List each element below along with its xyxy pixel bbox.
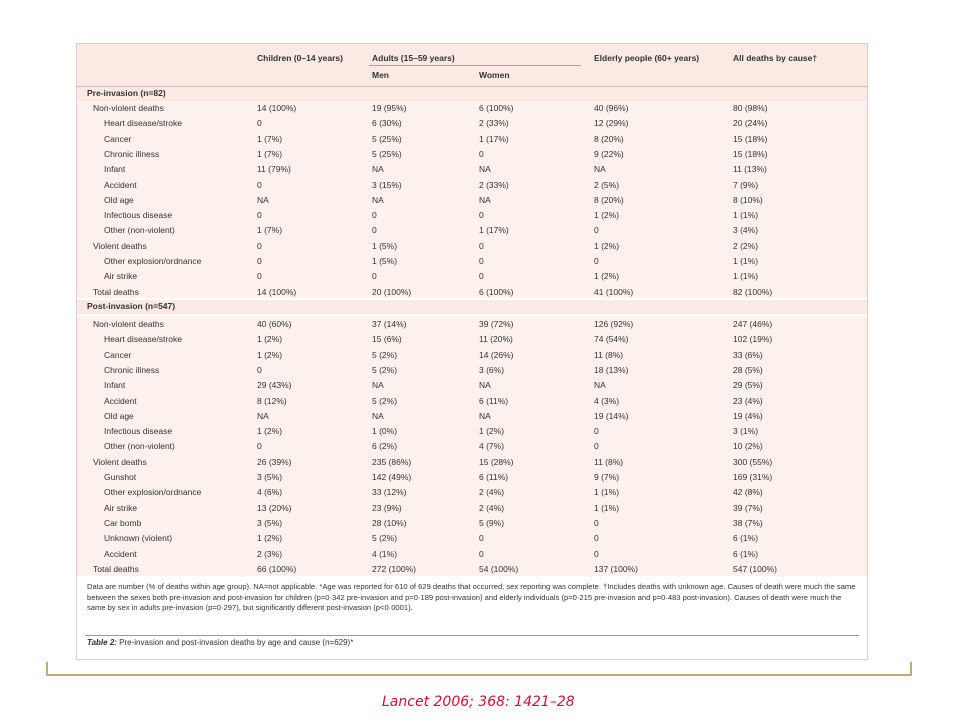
table-cell: 1 (7%): [257, 225, 283, 236]
caption-divider: [85, 635, 859, 636]
table-cell: 29 (5%): [733, 380, 763, 391]
table-cell: 6 (1%): [733, 548, 759, 559]
table-cell: 54 (100%): [479, 563, 519, 574]
row-label: Chronic illness: [104, 364, 160, 375]
table-cell: 11 (8%): [594, 456, 624, 467]
table-cell: 1 (17%): [479, 133, 509, 144]
table-cell: 26 (39%): [257, 456, 292, 467]
table-cell: 23 (4%): [733, 395, 763, 406]
table-cell: 28 (5%): [733, 364, 763, 375]
table-cell: 1 (1%): [594, 487, 620, 498]
row-label: Accident: [104, 548, 137, 559]
table-row: [77, 379, 867, 394]
row-label: Other explosion/ordnance: [104, 256, 202, 266]
row-label: Old age: [104, 194, 134, 205]
section-title: Post-invasion (n=547): [87, 301, 176, 311]
slide-bracket: [46, 662, 912, 676]
table-cell: 0: [479, 548, 484, 559]
row-label: Total deaths: [93, 563, 139, 574]
table-cell: 82 (100%): [733, 286, 773, 297]
header-elderly: Elderly people (60+ years): [594, 53, 700, 63]
table-cell: 5 (25%): [372, 148, 402, 159]
table-cell: 1 (2%): [479, 426, 505, 437]
table-cell: 2 (4%): [479, 502, 505, 513]
table-cell: 5 (9%): [479, 517, 505, 528]
table-cell: 0: [257, 179, 262, 190]
header-women: Women: [479, 70, 510, 80]
table-cell: 2 (2%): [733, 240, 759, 251]
table-cell: 0: [257, 240, 262, 251]
table-cell: 37 (14%): [372, 319, 407, 329]
row-label: Infectious disease: [104, 210, 173, 221]
table-row: [77, 148, 867, 163]
table-cell: 142 (49%): [372, 472, 412, 482]
table-cell: 14 (100%): [257, 286, 297, 297]
row-label: Total deaths: [93, 286, 139, 297]
table-cell: 3 (5%): [257, 517, 283, 528]
table-cell: NA: [257, 410, 269, 421]
row-label: Non-violent deaths: [93, 103, 164, 113]
table-cell: 0: [257, 441, 262, 452]
table-cell: 0: [257, 256, 262, 266]
table-cell: 14 (100%): [257, 103, 297, 113]
header-all: All deaths by cause†: [733, 53, 818, 63]
table-cell: 39 (72%): [479, 319, 514, 329]
table-cell: 2 (4%): [479, 487, 505, 498]
table-cell: 15 (28%): [479, 456, 514, 467]
row-label: Accident: [104, 179, 137, 190]
table-cell: 1 (2%): [594, 271, 620, 282]
table-cell: 247 (46%): [733, 319, 773, 329]
table-caption: [87, 638, 353, 647]
table-cell: 18 (13%): [594, 364, 629, 375]
row-label: Old age: [104, 410, 134, 421]
table-cell: 0: [372, 210, 377, 221]
table-row: [77, 133, 867, 148]
table-row: [77, 486, 867, 501]
table-cell: 0: [594, 256, 599, 266]
table-cell: 0: [479, 210, 484, 221]
table-cell: 0: [479, 256, 484, 266]
table-cell: 6 (1%): [733, 533, 759, 544]
table-row: [77, 209, 867, 224]
table-cell: 3 (5%): [257, 472, 283, 482]
table-cell: 33 (12%): [372, 487, 407, 498]
table-cell: NA: [372, 410, 384, 421]
row-label: Air strike: [104, 271, 138, 282]
table-cell: 2 (33%): [479, 179, 509, 190]
table-cell: 2 (33%): [479, 118, 509, 129]
table-row: [77, 194, 867, 209]
table-cell: 66 (100%): [257, 563, 297, 574]
table-cell: 1 (7%): [257, 133, 283, 144]
table-cell: 74 (54%): [594, 334, 629, 345]
table-cell: 5 (2%): [372, 395, 398, 406]
table-header: [77, 44, 867, 87]
table-cell: 0: [594, 225, 599, 236]
table-cell: 102 (19%): [733, 334, 773, 345]
table-cell: 1 (5%): [372, 256, 398, 266]
table-cell: 0: [372, 271, 377, 282]
table-cell: 6 (2%): [372, 441, 398, 452]
row-label: Car bomb: [104, 517, 142, 528]
table-cell: 1 (0%): [372, 426, 398, 437]
table-row: [77, 532, 867, 547]
row-label: Infectious disease: [104, 426, 173, 437]
row-label: Violent deaths: [93, 456, 147, 467]
table-row: [77, 440, 867, 455]
table-cell: 19 (14%): [594, 410, 629, 421]
table-cell: 15 (18%): [733, 148, 768, 159]
table-row: [77, 318, 867, 333]
header-men: Men: [372, 70, 389, 80]
table-cell: 0: [479, 240, 484, 251]
table-cell: 0: [257, 118, 262, 129]
table-cell: 6 (11%): [479, 395, 509, 406]
table-cell: 1 (1%): [733, 271, 759, 282]
table-cell: 11 (13%): [733, 164, 767, 175]
table-row: [77, 163, 867, 178]
table-cell: 7 (9%): [733, 179, 759, 190]
table-cell: 5 (25%): [372, 133, 402, 144]
table-cell: 272 (100%): [372, 563, 416, 574]
table-cell: NA: [257, 194, 269, 205]
table-cell: 3 (6%): [479, 364, 505, 375]
table-row: [77, 349, 867, 364]
table-cell: 126 (92%): [594, 319, 634, 329]
table-row: [77, 563, 867, 578]
table-cell: 23 (9%): [372, 502, 402, 513]
table-cell: 28 (10%): [372, 517, 407, 528]
table-cell: 11 (20%): [479, 334, 513, 345]
table-cell: 6 (100%): [479, 103, 514, 113]
table-row: [77, 456, 867, 471]
table-cell: 10 (2%): [733, 441, 763, 452]
table-cell: 19 (4%): [733, 410, 763, 421]
table-cell: 2 (5%): [594, 179, 620, 190]
table-cell: 3 (1%): [733, 426, 759, 437]
table-row: [77, 240, 867, 255]
table-cell: NA: [594, 380, 606, 391]
table-cell: 14 (26%): [479, 349, 514, 360]
table-cell: 0: [479, 533, 484, 544]
table-cell: 4 (1%): [372, 548, 398, 559]
table-row: [77, 548, 867, 563]
table-cell: 4 (6%): [257, 487, 283, 498]
table-cell: 0: [479, 148, 484, 159]
table-row: [77, 255, 867, 270]
table-cell: 11 (79%): [257, 164, 291, 175]
table-cell: 80 (98%): [733, 103, 768, 113]
row-label: Heart disease/stroke: [104, 118, 182, 129]
table-cell: 0: [257, 210, 262, 221]
table-cell: 0: [257, 271, 262, 282]
section-pre-invasion: [77, 87, 867, 101]
table-cell: 9 (7%): [594, 472, 620, 482]
table-row: [77, 102, 867, 117]
table-cell: 40 (96%): [594, 103, 629, 113]
table-cell: 6 (100%): [479, 286, 514, 297]
table-cell: 6 (11%): [479, 472, 509, 482]
table-cell: 13 (20%): [257, 502, 292, 513]
row-label: Gunshot: [104, 472, 137, 482]
row-label: Other (non-violent): [104, 225, 175, 236]
table-cell: 3 (15%): [372, 179, 402, 190]
table-cell: 0: [257, 364, 262, 375]
table-cell: 1 (7%): [257, 148, 283, 159]
table-cell: 169 (31%): [733, 472, 773, 482]
table-cell: 137 (100%): [594, 563, 638, 574]
table-cell: 20 (100%): [372, 286, 412, 297]
table-cell: 0: [594, 533, 599, 544]
row-label: Air strike: [104, 502, 138, 513]
adults-divider: [369, 65, 581, 66]
table-row: [77, 425, 867, 440]
table-cell: 2 (3%): [257, 548, 283, 559]
caption-label: Table 2:: [87, 638, 117, 647]
table-cell: 1 (2%): [594, 240, 620, 251]
table-cell: 1 (2%): [257, 334, 283, 345]
table-cell: 1 (1%): [733, 210, 759, 221]
table-cell: 1 (1%): [733, 256, 759, 266]
table-cell: 15 (6%): [372, 334, 402, 345]
row-label: Non-violent deaths: [93, 319, 164, 329]
table-cell: 8 (20%): [594, 133, 624, 144]
table-cell: 0: [594, 426, 599, 437]
table-cell: 1 (2%): [257, 533, 283, 544]
table-row: [77, 502, 867, 517]
table-row: [77, 364, 867, 379]
table-cell: 8 (20%): [594, 194, 624, 205]
row-label: Other (non-violent): [104, 441, 175, 452]
table-cell: 42 (8%): [733, 487, 763, 498]
table-cell: 0: [479, 271, 484, 282]
row-label: Unknown (violent): [104, 533, 173, 544]
table-cell: 8 (12%): [257, 395, 287, 406]
table-cell: 40 (60%): [257, 319, 292, 329]
table-cell: 6 (30%): [372, 118, 402, 129]
table-row: [77, 224, 867, 239]
data-table: [76, 43, 868, 660]
table-cell: 33 (6%): [733, 349, 763, 360]
table-cell: 1 (2%): [257, 426, 283, 437]
table-cell: 1 (2%): [257, 349, 283, 360]
caption-text: Pre-invasion and post-invasion deaths by age and cause (n=629)*: [116, 638, 354, 647]
table-cell: 41 (100%): [594, 286, 634, 297]
table-cell: 5 (2%): [372, 349, 398, 360]
header-children: Children (0–14 years): [257, 53, 343, 63]
row-label: Infant: [104, 164, 126, 175]
table-row: [77, 286, 867, 301]
table-cell: 20 (24%): [733, 118, 768, 129]
table-cell: 12 (29%): [594, 118, 629, 129]
table-cell: 1 (5%): [372, 240, 398, 251]
row-label: Other explosion/ordnance: [104, 487, 202, 498]
table-cell: 235 (86%): [372, 456, 412, 467]
section-post-invasion: [77, 300, 867, 314]
table-cell: 15 (18%): [733, 133, 768, 144]
table-row: [77, 517, 867, 532]
table-cell: 0: [594, 441, 599, 452]
table-row: [77, 333, 867, 348]
table-cell: NA: [479, 410, 491, 421]
table-cell: 0: [594, 517, 599, 528]
table-cell: NA: [372, 164, 384, 175]
table-cell: 0: [594, 548, 599, 559]
table-cell: 0: [372, 225, 377, 236]
table-row: [77, 270, 867, 285]
table-cell: 1 (1%): [594, 502, 620, 513]
table-cell: 11 (8%): [594, 349, 624, 360]
table-cell: NA: [372, 380, 384, 391]
table-cell: NA: [479, 380, 491, 391]
table-cell: 5 (2%): [372, 533, 398, 544]
table-cell: 547 (100%): [733, 563, 777, 574]
table-cell: 39 (7%): [733, 502, 763, 513]
table-cell: 1 (17%): [479, 225, 509, 236]
table-cell: 8 (10%): [733, 194, 763, 205]
row-label: Cancer: [104, 133, 132, 144]
table-cell: 29 (43%): [257, 380, 292, 391]
table-cell: NA: [479, 164, 491, 175]
table-cell: NA: [372, 194, 384, 205]
header-adults: Adults (15–59 years): [372, 53, 455, 63]
row-label: Infant: [104, 380, 126, 391]
table-cell: 1 (2%): [594, 210, 620, 221]
row-label: Violent deaths: [93, 240, 147, 251]
table-row: [77, 117, 867, 132]
table-cell: 3 (4%): [733, 225, 759, 236]
table-cell: NA: [594, 164, 606, 175]
table-footnote: Data are number (% of deaths within age group). NA=not applicable. *Age was reported for 610 of 629 deaths that occurred; sex reporting was complete. †Includes deaths with unknown age. Causes of death were much the same between the sexes both pre-invasion and post-invasion for children (p=0·342 pre-invasion and p=0·189 post-invasion) and elderly individuals (p=0·215 pre-invasion and p=0·483 post-invasion). Causes of death were much the same by sex in adults pre-invasion (p=0·297), but significantly different post-invasion (p<0·0001).: [87, 582, 856, 612]
row-label: Accident: [104, 395, 137, 406]
table-cell: 9 (22%): [594, 148, 624, 159]
table-cell: 4 (3%): [594, 395, 620, 406]
table-row: [77, 179, 867, 194]
table-row: [77, 410, 867, 425]
citation: Lancet 2006; 368: 1421–28: [382, 694, 575, 710]
table-row: [77, 395, 867, 410]
table-cell: 38 (7%): [733, 517, 763, 528]
table-cell: 300 (55%): [733, 456, 773, 467]
table-cell: 19 (95%): [372, 103, 407, 113]
row-label: Cancer: [104, 349, 132, 360]
section-title: Pre-invasion (n=82): [87, 88, 166, 98]
row-label: Chronic illness: [104, 148, 160, 159]
table-cell: 5 (2%): [372, 364, 398, 375]
row-label: Heart disease/stroke: [104, 334, 182, 345]
table-row: [77, 471, 867, 486]
table-cell: 4 (7%): [479, 441, 505, 452]
table-cell: NA: [479, 194, 491, 205]
